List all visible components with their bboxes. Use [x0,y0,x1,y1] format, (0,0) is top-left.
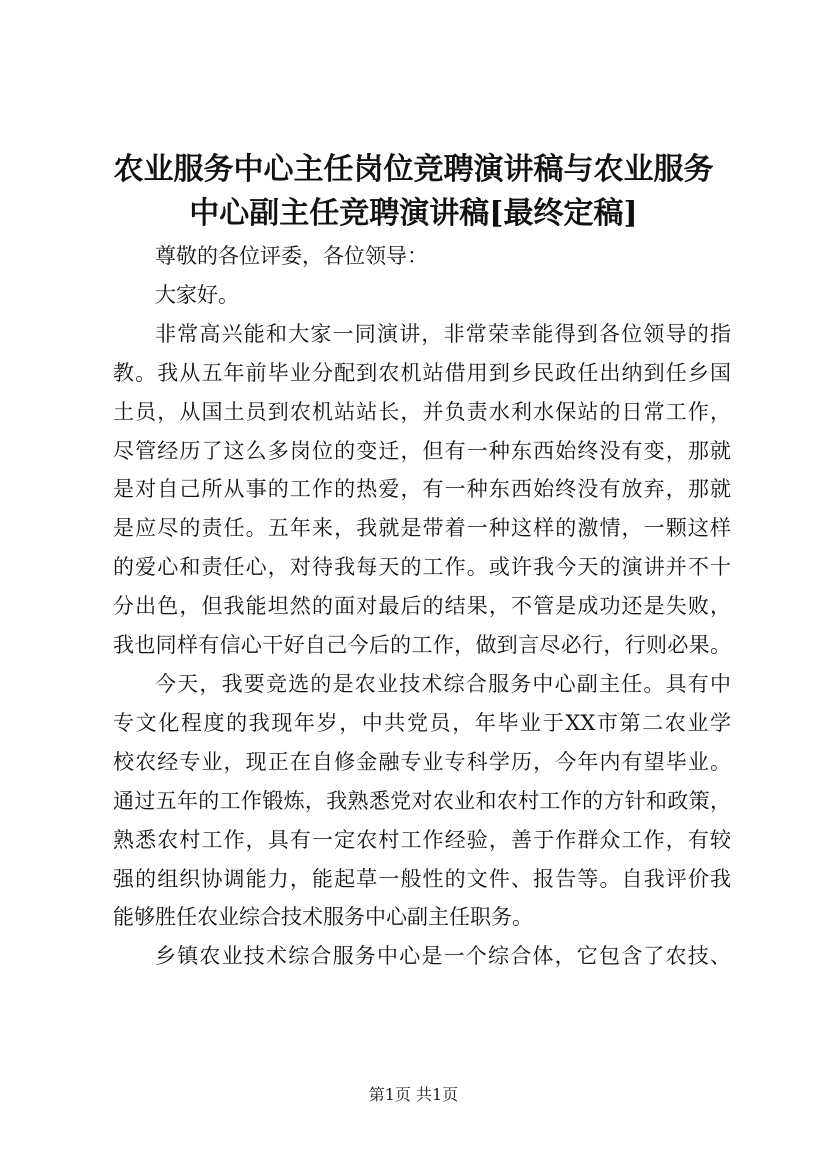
salutation-line: 尊敬的各位评委，各位领导： [155,244,428,268]
paragraph-line: 能够胜任农业综合技术服务中心副主任职务。 [113,905,533,930]
paragraph-line: 分出色，但我能坦然的面对最后的结果，不管是成功还是失败， [113,594,731,619]
paragraph-line: 的爱心和责任心，对待我每天的工作。或许我今天的演讲并不十 [113,555,731,580]
paragraph-line: 熟悉农村工作，具有一定农村工作经验，善于作群众工作，有较 [113,827,731,852]
paragraph-line: 强的组织协调能力，能起草一般性的文件、报告等。自我评价我 [113,866,731,891]
paragraph-line: 通过五年的工作锻炼，我熟悉党对农业和农村工作的方针和政策， [113,788,731,813]
document-body [113,237,731,976]
paragraph-line: 是应尽的责任。五年来，我就是带着一种这样的激情，一颗这样 [113,516,731,541]
title-line-1: 农业服务中心主任岗位竞聘演讲稿与农业服务 [113,152,714,187]
paragraph-line: 教。我从五年前毕业分配到农机站借用到乡民政任出纳到任乡国 [113,360,731,385]
title-line-2: 中心副主任竞聘演讲稿[最终定稿] [189,196,638,231]
paragraph-line: 是对自己所从事的工作的热爱，有一种东西始终没有放弃，那就 [113,477,731,502]
paragraph-line: 专文化程度的我现年岁，中共党员，年毕业于XX市第二农业学 [113,710,731,735]
document-title [80,148,747,236]
paragraph-line: 土员，从国土员到农机站站长，并负责水利水保站的日常工作， [113,399,731,424]
paragraph-line: 我也同样有信心干好自己今后的工作，做到言尽必行，行则必果。 [113,633,731,658]
paragraph-line: 尽管经历了这么多岗位的变迁，但有一种东西始终没有变，那就 [113,438,731,463]
page-number: 第1页 共1页 [368,1085,459,1104]
paragraph-line: 今天，我要竞选的是农业技术综合服务中心副主任。具有中 [155,671,731,696]
greeting-line: 大家好。 [155,282,239,307]
paragraph-line: 校农经专业，现正在自修金融专业专科学历，今年内有望毕业。 [113,749,731,774]
paragraph-line: 非常高兴能和大家一同演讲，非常荣幸能得到各位领导的指 [155,321,731,346]
paragraph-line: 乡镇农业技术综合服务中心是一个综合体，它包含了农技、 [155,944,731,969]
